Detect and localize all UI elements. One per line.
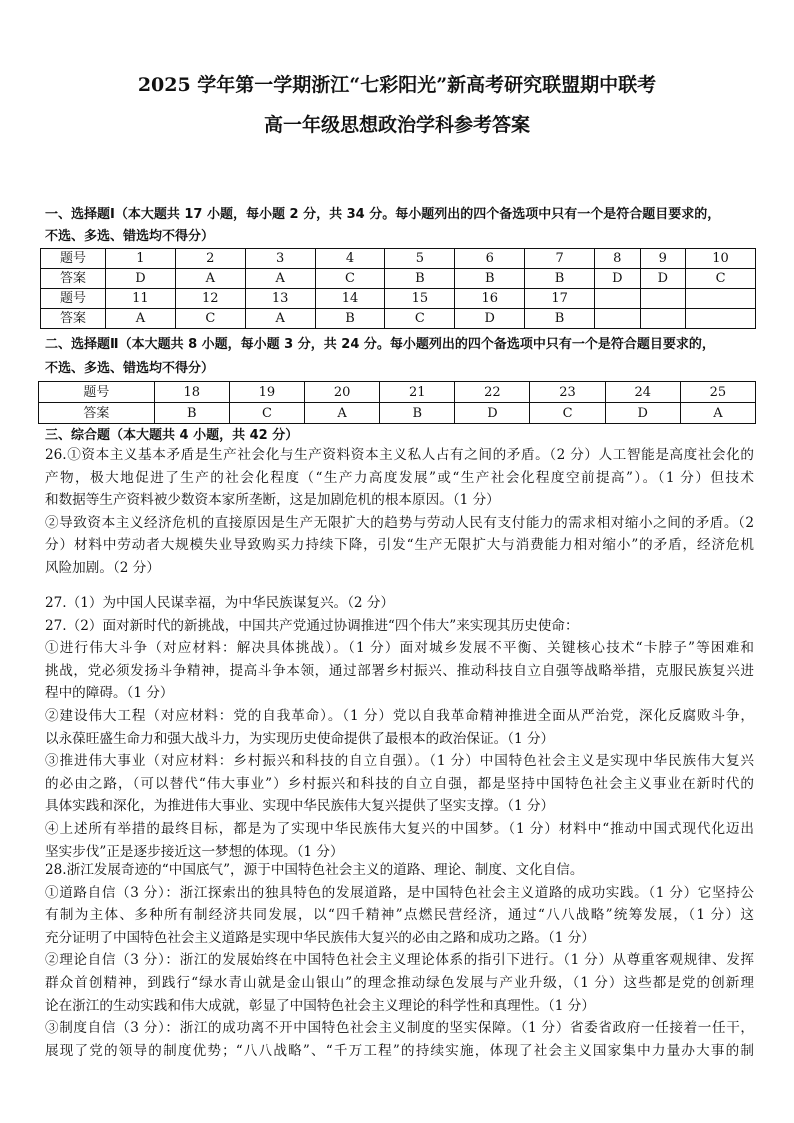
table-cell: D xyxy=(455,403,530,424)
table-cell: B xyxy=(385,269,455,289)
answer-line: 充分证明了中国特色社会主义道路是实现中华民族伟大复兴的必由之路和成功之路。（1 分） xyxy=(45,929,595,946)
answer-line: 27.（2）面对新时代的新挑战，中国共产党通过协调推进“四个伟大”来实现其历史使命： xyxy=(45,617,579,634)
table-cell: B xyxy=(455,269,525,289)
row-header: 题号 xyxy=(39,382,155,403)
table-cell: 15 xyxy=(385,289,455,309)
table-cell: D xyxy=(106,269,176,289)
table-cell: 16 xyxy=(455,289,525,309)
table-cell: D xyxy=(605,403,680,424)
answer-line: 以永葆旺盛生命力和强大战斗力，为实现历史使命提供了最根本的政治保证。（1 分） xyxy=(45,730,555,747)
table-cell: B xyxy=(315,309,385,329)
table-cell: C xyxy=(686,269,756,289)
table-cell: 18 xyxy=(154,382,229,403)
table-cell: A xyxy=(245,269,315,289)
document-subtitle: 高一年级思想政治学科参考答案 xyxy=(263,114,530,136)
table-row xyxy=(39,403,756,424)
row-header: 答案 xyxy=(41,269,106,289)
table-cell: 20 xyxy=(305,382,380,403)
answer-line: 展现了党的领导的制度优势；“八八战略”、“千万工程”的持续实施，体现了社会主义国家集中力量办大事的制 xyxy=(45,1042,754,1059)
table-cell: 3 xyxy=(245,249,315,269)
section-1-line: 不选、多选、错选均不得分） xyxy=(45,229,215,244)
answer-line: 分）材料中劳动者大规模失业导致购买力持续下降，引发“生产无限扩大与消费能力相对缩小”的矛盾，经济危机 xyxy=(45,537,754,554)
table-cell: A xyxy=(175,269,245,289)
answer-line: ③推进伟大事业（对应材料：乡村振兴和科技的自立自强）。（1 分）中国特色社会主义是实现中华民族伟大复兴 xyxy=(45,753,754,770)
table-cell: 10 xyxy=(686,249,756,269)
answer-line: 具体实践和深化，为推进伟大事业、实现中华民族伟大复兴提供了坚实支撑。（1 分） xyxy=(45,798,555,815)
table-row xyxy=(41,289,756,309)
table-cell xyxy=(640,289,686,309)
table-cell: 9 xyxy=(640,249,686,269)
table-row xyxy=(41,309,756,329)
table-cell: B xyxy=(154,403,229,424)
answer-line: ②建设伟大工程（对应材料：党的自我革命）。（1 分）党以自我革命精神推进全面从严治党，深化反腐败斗争， xyxy=(45,707,754,724)
table-cell: 6 xyxy=(455,249,525,269)
table-cell xyxy=(595,309,641,329)
table-cell: 1 xyxy=(106,249,176,269)
answer-line: 28.浙江发展奇迹的“中国底气”，源于中国特色社会主义的道路、理论、制度、文化自信。 xyxy=(45,862,584,878)
answer-line: 26.①资本主义基本矛盾是生产社会化与生产资料资本主义私人占有之间的矛盾。（2 分）人工智能是高度社会化的 xyxy=(45,447,754,463)
table-cell: 23 xyxy=(530,382,605,403)
table-cell: C xyxy=(530,403,605,424)
answer-28 xyxy=(45,859,754,1062)
table-cell: 22 xyxy=(455,382,530,403)
answer-line: 坚实步伐”正是逐步接近这一梦想的体现。（1 分） xyxy=(45,843,344,860)
table-cell: 19 xyxy=(229,382,304,403)
answer-line: ①道路自信（3 分）：浙江探索出的独具特色的发展道路，是中国特色社会主义道路的成功实践。（1 分）它坚持公 xyxy=(45,884,754,901)
row-header: 答案 xyxy=(41,309,106,329)
answer-line: 风险加剧。（2 分） xyxy=(45,559,160,576)
table-cell: 2 xyxy=(175,249,245,269)
answer-line: ④上述所有举措的最终目标，都是为了实现中华民族伟大复兴的中国梦。（1 分）材料中“推动中国式现代化迈出 xyxy=(45,820,754,837)
table-cell xyxy=(595,289,641,309)
answer-line: ③制度自信（3 分）：浙江的成功离不开中国特色社会主义制度的坚实保障。（1 分）省委省政府一任接着一任干， xyxy=(45,1020,754,1037)
table-cell: A xyxy=(305,403,380,424)
table-row xyxy=(39,382,756,403)
table-cell: C xyxy=(315,269,385,289)
section-1-line: 一、选择题Ⅰ（本大题共 17 小题，每小题 2 分，共 34 分。每小题列出的四个备选项中只有一个是符合题目要求的， xyxy=(45,207,721,222)
table-cell: C xyxy=(229,403,304,424)
table-cell: 24 xyxy=(605,382,680,403)
table-row xyxy=(41,249,756,269)
table-cell: 21 xyxy=(380,382,455,403)
table-cell: D xyxy=(640,269,686,289)
answer-table-2 xyxy=(38,381,756,424)
table-cell: A xyxy=(245,309,315,329)
table-cell xyxy=(686,289,756,309)
answer-27 xyxy=(45,592,754,863)
table-cell: A xyxy=(106,309,176,329)
table-cell: 11 xyxy=(106,289,176,309)
table-cell: B xyxy=(525,309,595,329)
answer-26 xyxy=(45,444,754,580)
table-cell: 14 xyxy=(315,289,385,309)
table-cell: 12 xyxy=(175,289,245,309)
answer-line: 的必由之路，（可以替代“伟大事业”）乡村振兴和科技的自立自强，都是坚持中国特色社会主义事业在新时代的 xyxy=(45,775,754,792)
answer-line: 有制为主体、多种所有制经济共同发展，以“四千精神”点燃民营经济，通过“八八战略”统筹发展，（1 分）这 xyxy=(45,907,754,924)
table-cell: 5 xyxy=(385,249,455,269)
row-header: 答案 xyxy=(39,403,155,424)
table-cell xyxy=(686,309,756,329)
table-cell: 17 xyxy=(525,289,595,309)
row-header: 题号 xyxy=(41,289,106,309)
table-cell: 25 xyxy=(680,382,755,403)
section-1-heading xyxy=(45,204,757,248)
section-2-heading xyxy=(45,334,757,380)
table-cell: C xyxy=(175,309,245,329)
answer-line: 和数据等生产资料被少数资本家所垄断，这是加剧危机的根本原因。（1 分） xyxy=(45,492,500,509)
table-cell: B xyxy=(525,269,595,289)
section-2-line: 不选、多选、错选均不得分） xyxy=(45,361,215,376)
answer-line: ②导致资本主义经济危机的直接原因是生产无限扩大的趋势与劳动人民有支付能力的需求相对缩小之间的矛盾。（2 xyxy=(45,514,754,531)
answer-line: 论在浙江的生动实践和伟大成就，彰显了中国特色社会主义理论的科学性和真理性。（1 分） xyxy=(45,997,595,1014)
answer-line: 程中的障碍。（1 分） xyxy=(45,685,174,702)
table-cell xyxy=(640,309,686,329)
document-title: 2025 学年第一学期浙江“七彩阳光”新高考研究联盟期中联考 xyxy=(137,74,657,96)
answer-line: ①进行伟大斗争（对应材料：解决具体挑战）。（1 分）面对城乡发展不平衡、关键核心技术“卡脖子”等困难和 xyxy=(45,640,754,657)
table-row xyxy=(41,269,756,289)
table-cell: C xyxy=(385,309,455,329)
answer-line: ②理论自信（3 分）：浙江的发展始终在中国特色社会主义理论体系的指引下进行。（1 分）从尊重客观规律、发挥 xyxy=(45,952,754,969)
answer-line: 27.（1）为中国人民谋幸福，为中华民族谋复兴。（2 分） xyxy=(45,595,395,611)
answer-line: 群众首创精神，到践行“绿水青山就是金山银山”的理念推动绿色发展与产业升级，（1 分）这些都是党的创新理 xyxy=(45,974,754,991)
table-cell: D xyxy=(455,309,525,329)
section-3-line: 三、综合题（本大题共 4 小题，共 42 分） xyxy=(45,428,299,443)
table-cell: 8 xyxy=(595,249,641,269)
section-2-line: 二、选择题Ⅱ（本大题共 8 小题，每小题 3 分，共 24 分。每小题列出的四个备选项中只有一个是符合题目要求的， xyxy=(45,337,715,352)
table-cell: B xyxy=(380,403,455,424)
table-cell: 4 xyxy=(315,249,385,269)
answer-table-1 xyxy=(40,248,756,329)
table-cell: 7 xyxy=(525,249,595,269)
answer-line: 挑战，党必须发扬斗争精神，提高斗争本领，通过部署乡村振兴、推动科技自立自强等战略举措，克服民族复兴进 xyxy=(45,662,754,679)
table-cell: A xyxy=(680,403,755,424)
answer-line: 产物，极大地促进了生产的社会化程度（“生产力高度发展”或“生产社会化程度空前提高”）。（1 分）但技术 xyxy=(45,469,754,486)
table-cell: D xyxy=(595,269,641,289)
row-header: 题号 xyxy=(41,249,106,269)
table-cell: 13 xyxy=(245,289,315,309)
